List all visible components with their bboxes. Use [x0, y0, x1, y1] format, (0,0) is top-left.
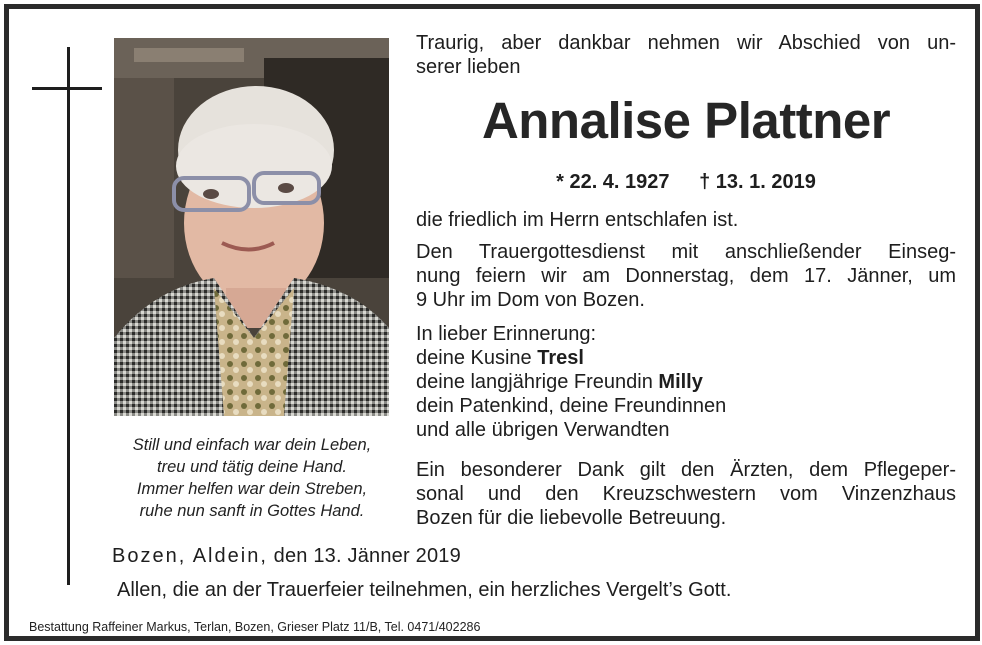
poem: [112, 434, 392, 522]
date: den 13. Jänner 2019: [267, 545, 461, 567]
gratitude-line: sonal und den Kreuzschwestern vom Vinzenzhaus: [416, 483, 956, 505]
memory-heading: In lieber Erinnerung:: [416, 323, 597, 345]
place-date: [112, 543, 461, 569]
service-line: nung feiern wir am Donnerstag, dem 17. Jänner, um: [416, 265, 956, 287]
place: Bozen, Aldein,: [112, 545, 268, 567]
cross-vertical: [67, 47, 70, 585]
service-text: [416, 240, 956, 312]
death-date: † 13. 1. 2019: [699, 171, 816, 193]
life-dates: [416, 169, 956, 195]
passed-text: die friedlich im Herrn entschlafen ist.: [416, 209, 739, 231]
memory-godchild: dein Patenkind, deine Freundinnen: [416, 395, 727, 417]
portrait-photo: [114, 38, 389, 416]
gratitude-text: [416, 458, 956, 530]
cousin-name: Tresl: [537, 347, 584, 369]
poem-line: Still und einfach war dein Leben,: [132, 436, 372, 454]
cousin-prefix: deine Kusine: [416, 347, 538, 369]
memory-friend: [416, 370, 956, 394]
obituary-frame: [4, 4, 980, 641]
cross-horizontal: [32, 87, 102, 90]
closing-thanks: Allen, die an der Trauerfeier teilnehmen, ein herzliches Vergelt’s Gott.: [117, 579, 732, 601]
poem-line: Immer helfen war dein Streben,: [136, 480, 368, 498]
memory-cousin: [416, 346, 956, 370]
intro-text: [416, 31, 956, 79]
friend-name: Milly: [658, 371, 703, 393]
memory-block: [416, 322, 956, 442]
service-line: Den Trauergottesdienst mit anschließender Einseg-: [416, 241, 956, 263]
intro-line: Traurig, aber dankbar nehmen wir Abschied von un-: [416, 32, 956, 54]
gratitude-line: Ein besonderer Dank gilt den Ärzten, dem Pflegeper-: [416, 459, 956, 481]
intro-line: serer lieben: [416, 56, 521, 78]
memory-relatives: und alle übrigen Verwandten: [416, 419, 670, 441]
friend-prefix: deine langjährige Freundin: [416, 371, 659, 393]
birth-date: * 22. 4. 1927: [556, 171, 670, 193]
poem-line: treu und tätig deine Hand.: [157, 458, 347, 476]
portrait-illustration: [114, 38, 389, 416]
gratitude-line: Bozen für die liebevolle Betreuung.: [416, 507, 727, 529]
funeral-home-footer: Bestattung Raffeiner Markus, Terlan, Bozen, Grieser Platz 11/B, Tel. 0471/402286: [29, 620, 481, 634]
deceased-name: Annalise Plattner: [481, 92, 891, 149]
service-line: 9 Uhr im Dom von Bozen.: [416, 289, 645, 311]
poem-line: ruhe nun sanft in Gottes Hand.: [139, 502, 365, 520]
